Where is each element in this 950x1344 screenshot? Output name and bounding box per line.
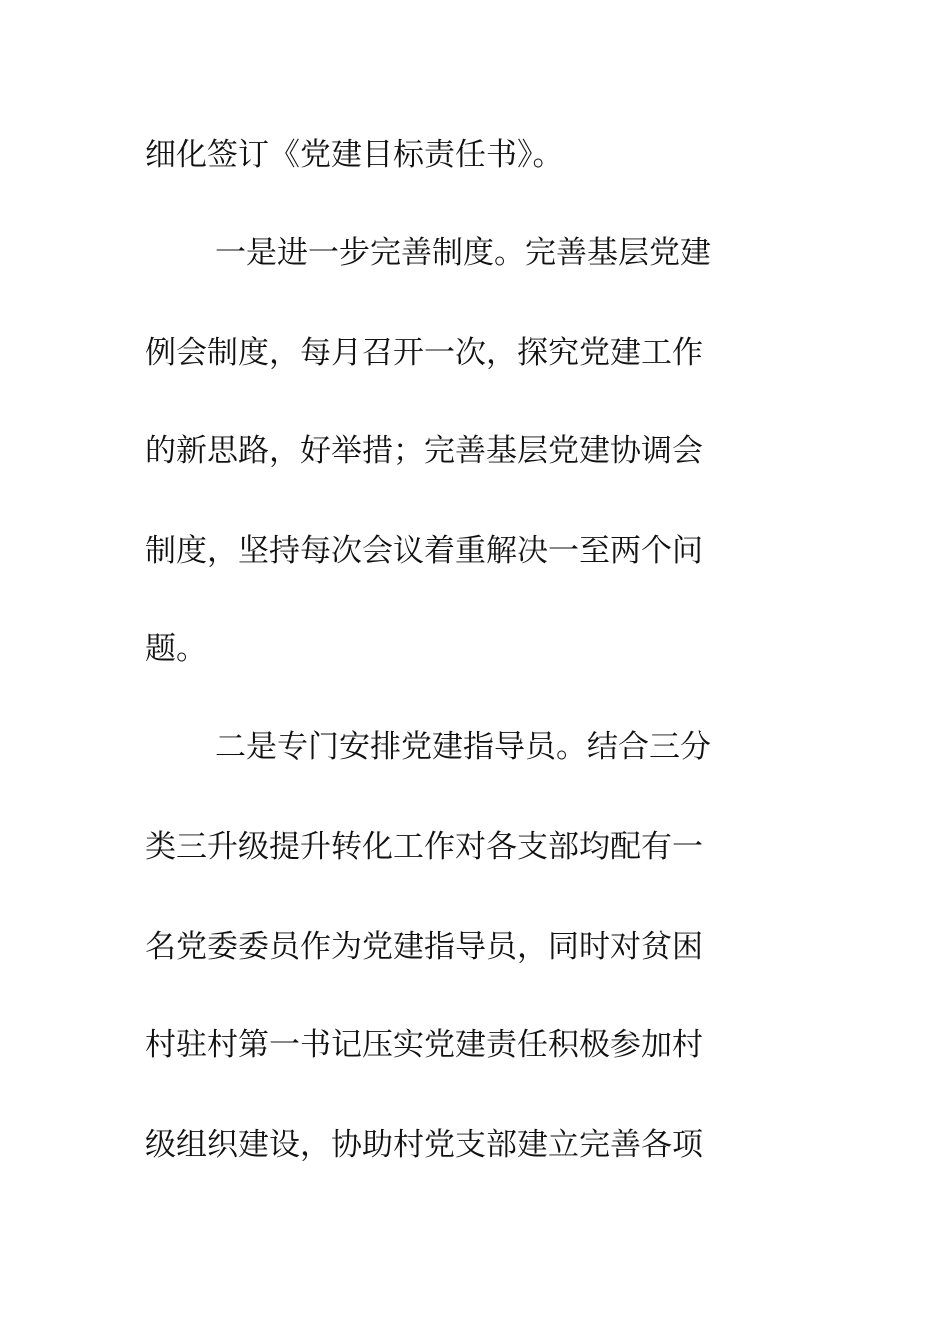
text-line: 例会制度，每月召开一次，探究党建工作 [145,335,703,371]
text-line: 村驻村第一书记压实党建责任积极参加村 [145,1027,703,1063]
text-line: 题。 [145,631,207,667]
text-line: 的新思路，好举措；完善基层党建协调会 [145,433,703,469]
text-line: 类三升级提升转化工作对各支部均配有一 [145,829,703,865]
text-line: 名党委委员作为党建指导员，同时对贫困 [145,929,703,965]
paragraph-start-line: 一是进一步完善制度。完善基层党建 [215,235,711,271]
text-line: 细化签订《党建目标责任书》。 [145,137,564,173]
text-line: 制度，坚持每次会议着重解决一至两个问 [145,533,703,569]
paragraph-start-line: 二是专门安排党建指导员。结合三分 [215,729,711,765]
text-line: 级组织建设，协助村党支部建立完善各项 [145,1127,703,1163]
